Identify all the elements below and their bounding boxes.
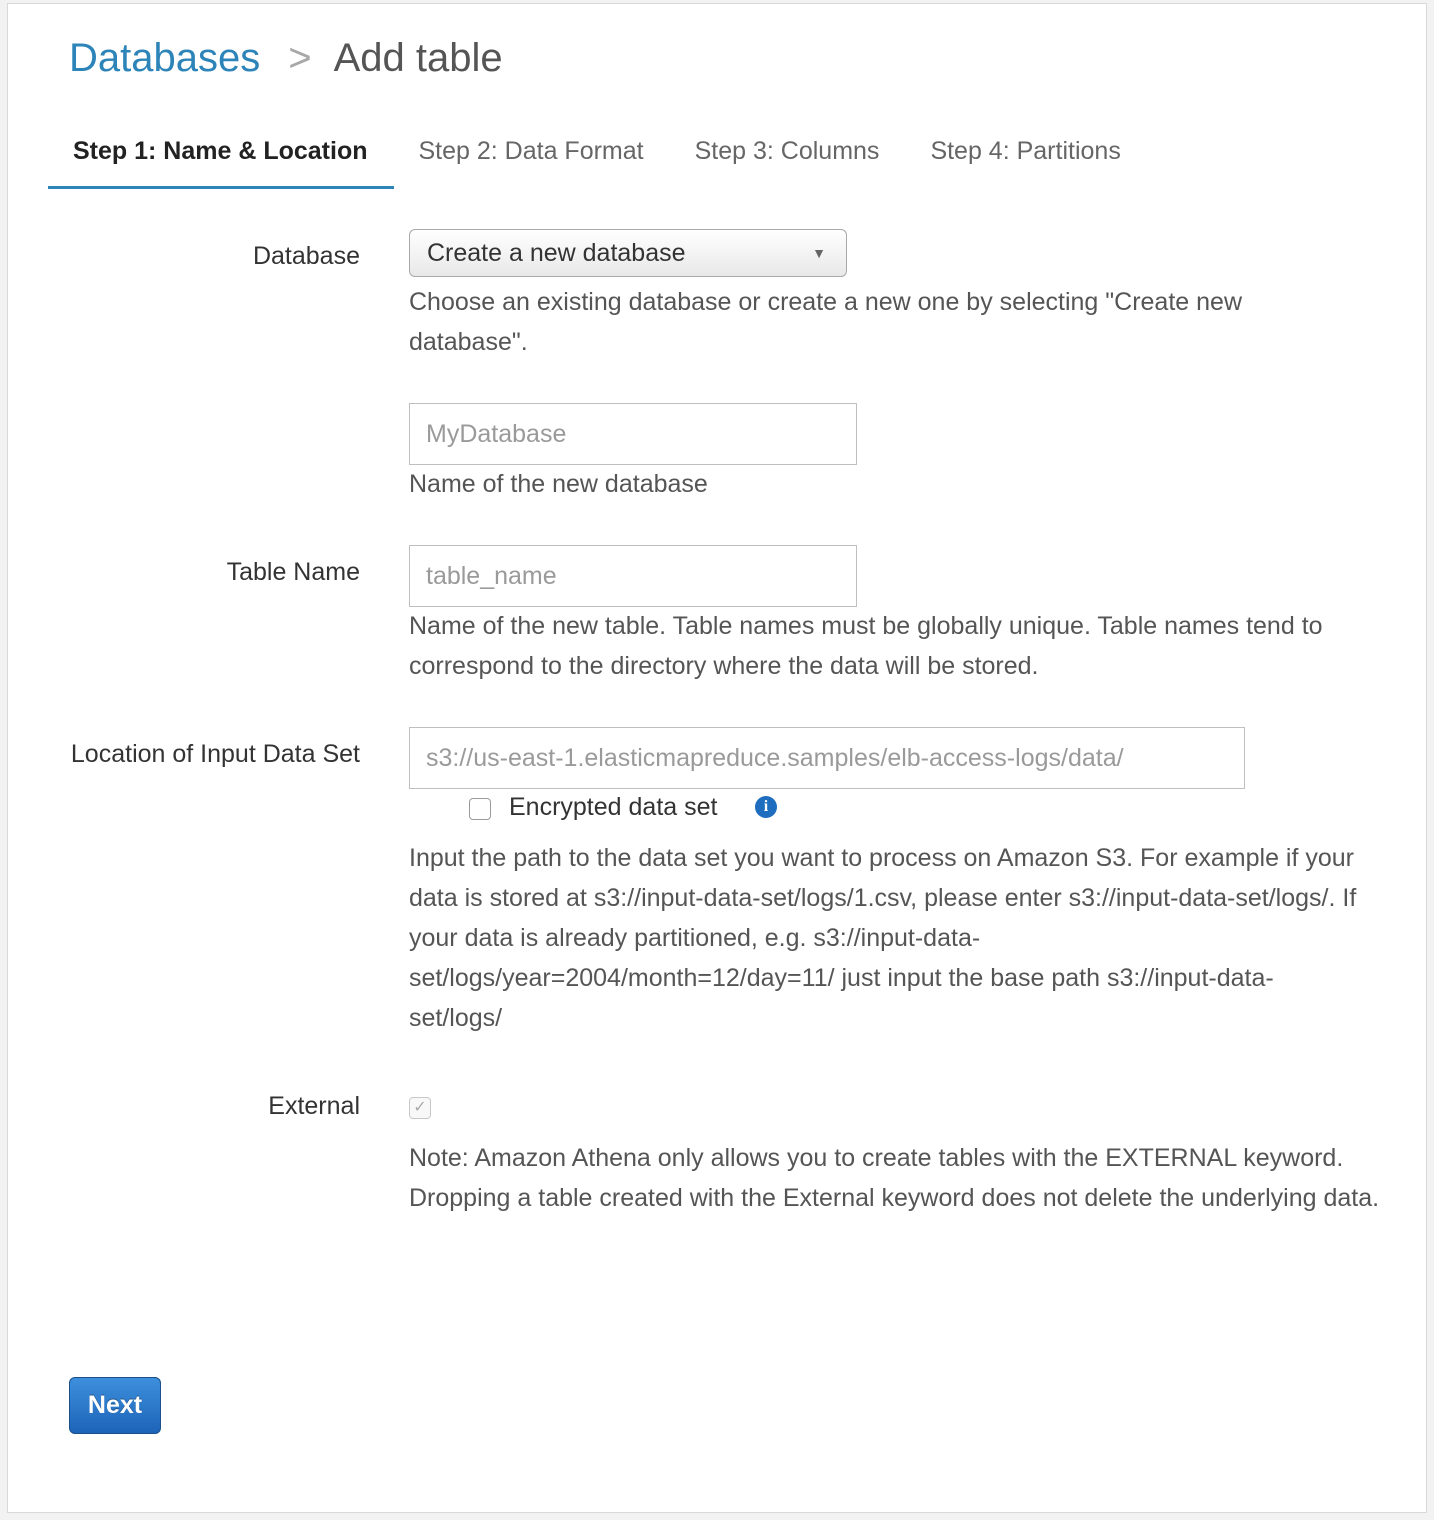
breadcrumb-databases-link[interactable]: Databases <box>69 36 261 80</box>
new-database-name-input[interactable] <box>409 403 857 465</box>
breadcrumb <box>69 34 503 82</box>
external-checkbox <box>409 1097 431 1119</box>
tab-step-1-name-location[interactable]: Step 1: Name & Location <box>48 124 394 189</box>
info-icon[interactable]: i <box>755 796 777 818</box>
location-help-text: Input the path to the data set you want to process on Amazon S3. For example if your data is stored at s3://input-data-set/logs/1.csv, please enter s3://input-data-set/logs/. If your data is already partitioned, e.g. s3://input-data-set/logs/year=2004/month=12/day=11/ just input the base path s3://input-data-set/logs/ <box>409 844 1357 1032</box>
input-data-location-input[interactable] <box>409 727 1245 789</box>
chevron-down-icon: ▼ <box>812 245 826 261</box>
external-label: External <box>268 1092 360 1120</box>
encrypted-data-set-label: Encrypted data set <box>509 793 718 821</box>
table-name-label: Table Name <box>226 558 360 586</box>
breadcrumb-separator: > <box>288 36 312 80</box>
location-label: Location of Input Data Set <box>70 740 360 768</box>
check-icon: ✓ <box>413 1099 427 1116</box>
tab-step-4-partitions[interactable]: Step 4: Partitions <box>930 137 1121 165</box>
wizard-tabs <box>48 124 1147 186</box>
next-button[interactable]: Next <box>69 1377 161 1434</box>
tab-step-3-columns[interactable]: Step 3: Columns <box>694 137 880 165</box>
page-title: Add table <box>333 36 503 80</box>
table-name-help-text: Name of the new table. Table names must be globally unique. Table names tend to correspond to the directory where the data will be stored. <box>409 612 1323 680</box>
external-help-text: Note: Amazon Athena only allows you to create tables with the EXTERNAL keyword. Dropping a table created with the External keyword does not delete the underlying data. <box>409 1144 1380 1212</box>
encrypted-data-set-checkbox[interactable] <box>469 798 491 820</box>
database-select[interactable] <box>409 229 847 277</box>
database-help-text: Choose an existing database or create a new one by selecting "Create new database". <box>409 288 1242 356</box>
tab-step-2-data-format[interactable]: Step 2: Data Format <box>418 137 644 165</box>
database-label: Database <box>252 242 360 270</box>
add-table-panel <box>7 3 1427 1513</box>
table-name-input[interactable] <box>409 545 857 607</box>
database-select-value: Create a new database <box>427 239 686 267</box>
new-database-name-help: Name of the new database <box>409 470 708 498</box>
